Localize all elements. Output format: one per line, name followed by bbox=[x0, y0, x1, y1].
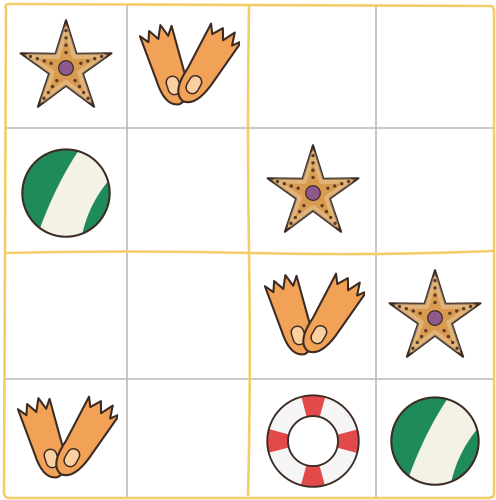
cell-r2-c1[interactable] bbox=[4, 128, 127, 253]
starfish-icon bbox=[383, 264, 487, 368]
cell-r1-c2[interactable] bbox=[127, 4, 249, 128]
beach-ball-icon bbox=[14, 139, 118, 243]
cell-r1-c3[interactable] bbox=[249, 4, 376, 128]
cell-r3-c2[interactable] bbox=[127, 253, 249, 379]
cell-r4-c2[interactable] bbox=[127, 379, 249, 498]
cell-r2-c3[interactable] bbox=[249, 128, 376, 253]
beach-ball-icon bbox=[383, 387, 487, 491]
flippers-icon bbox=[136, 14, 240, 118]
life-ring-icon bbox=[261, 387, 365, 491]
cell-r2-c4[interactable] bbox=[376, 128, 494, 253]
flippers-icon bbox=[14, 387, 118, 491]
starfish-icon bbox=[14, 14, 118, 118]
cell-r3-c1[interactable] bbox=[4, 253, 127, 379]
starfish-icon bbox=[261, 139, 365, 243]
cell-r3-c3[interactable] bbox=[249, 253, 376, 379]
cell-r1-c4[interactable] bbox=[376, 4, 494, 128]
cell-r3-c4[interactable] bbox=[376, 253, 494, 379]
cell-r4-c1[interactable] bbox=[4, 379, 127, 498]
cell-r4-c4[interactable] bbox=[376, 379, 494, 498]
cell-r4-c3[interactable] bbox=[249, 379, 376, 498]
cell-r2-c2[interactable] bbox=[127, 128, 249, 253]
cell-r1-c1[interactable] bbox=[4, 4, 127, 128]
flippers-icon bbox=[261, 264, 365, 368]
